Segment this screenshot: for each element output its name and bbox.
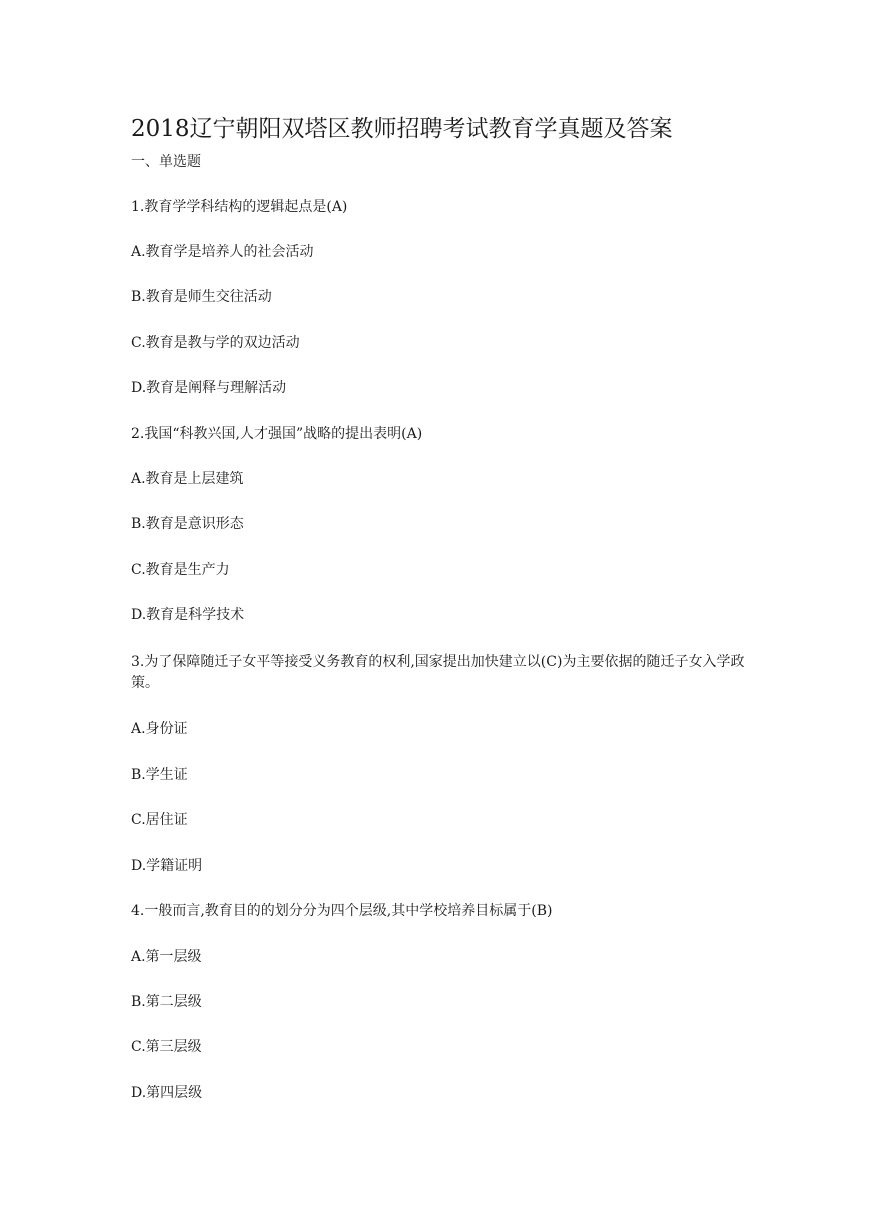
question-stem: 2.我国“科教兴国,人才强国”战略的提出表明(A) bbox=[131, 426, 423, 442]
question-option: C.教育是生产力 bbox=[131, 562, 230, 578]
question-option: C.第三层级 bbox=[131, 1039, 202, 1055]
question-option: A.教育学是培养人的社会活动 bbox=[131, 244, 314, 260]
question-option: D.学籍证明 bbox=[131, 858, 203, 874]
question-option: D.教育是科学技术 bbox=[131, 607, 245, 623]
question-stem: 1.教育学学科结构的逻辑起点是(A) bbox=[131, 199, 348, 215]
question-stem: 3.为了保障随迁子女平等接受义务教育的权利,国家提出加快建立以(C)为主要依据的随迁子女入学政策。 bbox=[131, 654, 745, 691]
question-option: C.居住证 bbox=[131, 812, 188, 828]
question-stem: 4.一般而言,教育目的的划分分为四个层级,其中学校培养目标属于(B) bbox=[131, 903, 553, 919]
question-option: D.第四层级 bbox=[131, 1085, 203, 1101]
document-title: 2018辽宁朝阳双塔区教师招聘考试教育学真题及答案 bbox=[131, 116, 673, 142]
section-heading: 一、单选题 bbox=[131, 154, 201, 170]
question-option: B.第二层级 bbox=[131, 994, 202, 1010]
question-option: B.教育是意识形态 bbox=[131, 516, 244, 532]
question-option: A.教育是上层建筑 bbox=[131, 471, 244, 487]
question-option: A.第一层级 bbox=[131, 949, 202, 965]
question-option: D.教育是阐释与理解活动 bbox=[131, 380, 287, 396]
question-option: A.身份证 bbox=[131, 721, 188, 737]
question-option: B.教育是师生交往活动 bbox=[131, 289, 272, 305]
question-option: C.教育是教与学的双边活动 bbox=[131, 335, 300, 351]
question-option: B.学生证 bbox=[131, 767, 188, 783]
